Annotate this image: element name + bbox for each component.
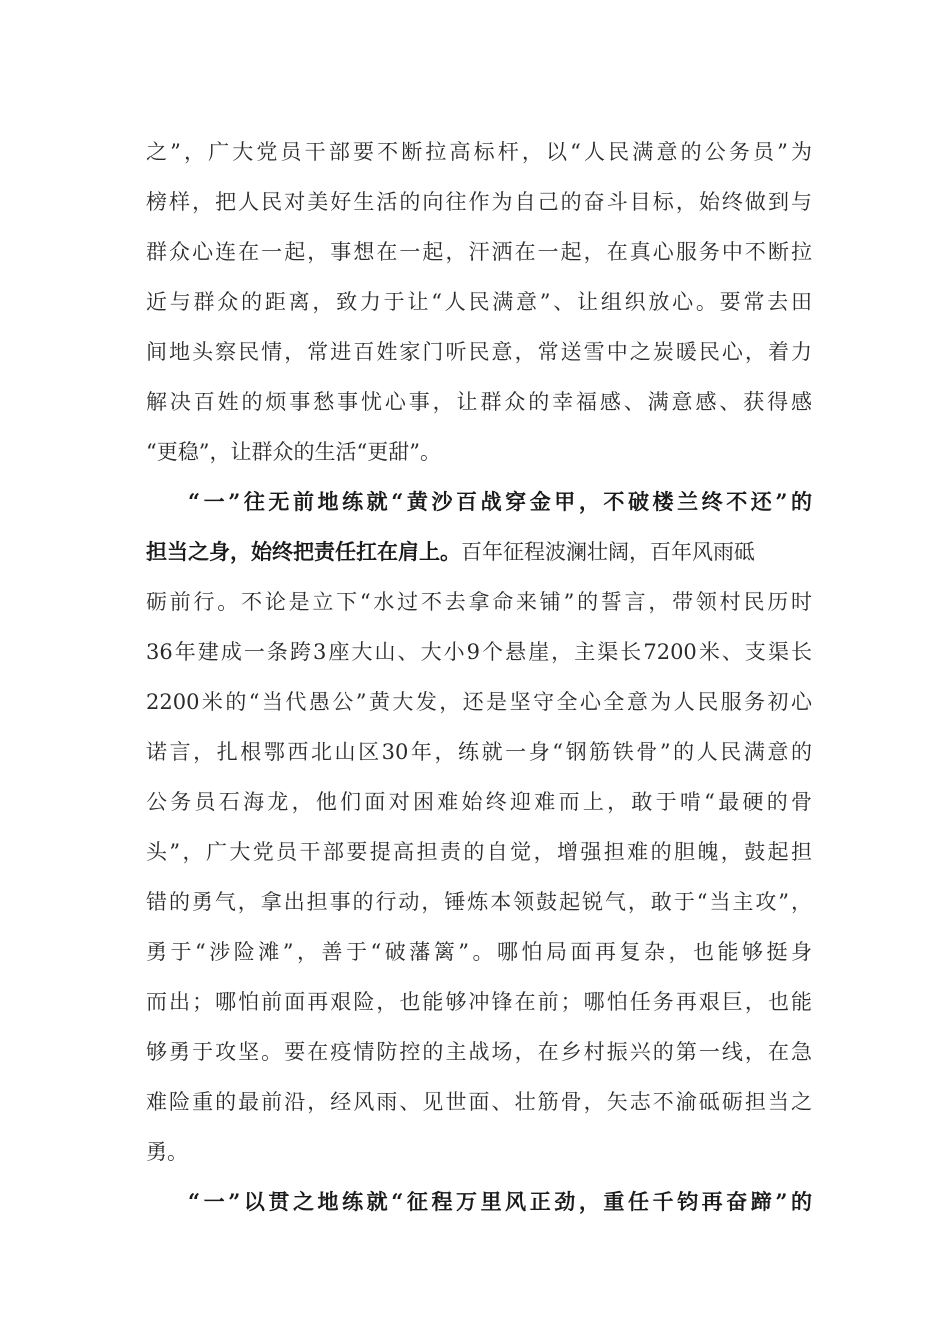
paragraph-line: 公务员石海龙，他们面对困难始终迎难而上，敢于啃“最硬的骨 (146, 790, 812, 814)
paragraph-line: 头”，广大党员干部要提高担责的自觉，增强担难的胆魄，鼓起担 (146, 840, 812, 864)
paragraph-text: 百年征程波澜壮阔，百年风雨砥 (461, 540, 755, 564)
paragraph-line: 榜样，把人民对美好生活的向往作为自己的奋斗目标，始终做到与 (146, 190, 812, 214)
paragraph-line: 而出；哪怕前面再艰险，也能够冲锋在前；哪怕任务再艰巨，也能 (146, 990, 812, 1014)
paragraph-line: 勇。 (146, 1140, 188, 1164)
section-heading-tail: 担当之身，始终把责任扛在肩上。 (146, 539, 461, 564)
section-heading-line: “一”以贯之地练就“征程万里风正劲，重任千钧再奋蹄”的 (188, 1189, 812, 1214)
paragraph-line: 之”，广大党员干部要不断拉高标杆，以“人民满意的公务员”为 (146, 140, 812, 164)
paragraph-line: 砺前行。不论是立下“水过不去拿命来铺”的誓言，带领村民历时 (146, 590, 812, 614)
paragraph-line: 间地头察民情，常进百姓家门听民意，常送雪中之炭暖民心，着力 (146, 340, 812, 364)
paragraph-line: 解决百姓的烦事愁事忧心事，让群众的幸福感、满意感、获得感 (146, 390, 812, 414)
paragraph-line: 近与群众的距离，致力于让“人民满意”、让组织放心。要常去田 (146, 290, 812, 314)
paragraph-line: “更稳”，让群众的生活“更甜”。 (146, 440, 441, 464)
paragraph-line: 错的勇气，拿出担事的行动，锤炼本领鼓起锐气，敢于“当主攻”， (146, 890, 812, 914)
paragraph-line: 群众心连在一起，事想在一起，汗洒在一起，在真心服务中不断拉 (146, 240, 812, 264)
paragraph-line: 够勇于攻坚。要在疫情防控的主战场，在乡村振兴的第一线，在急 (146, 1040, 812, 1064)
paragraph-line: 36年建成一条跨3座大山、大小9个悬崖，主渠长7200米、支渠长 (146, 640, 812, 664)
paragraph-line: 勇于“涉险滩”，善于“破藩篱”。哪怕局面再复杂，也能够挺身 (146, 940, 812, 964)
paragraph-line: 难险重的最前沿，经风雨、见世面、壮筋骨，矢志不渝砥砺担当之 (146, 1090, 812, 1114)
section-heading-line: “一”往无前地练就“黄沙百战穿金甲，不破楼兰终不还”的 (188, 489, 812, 514)
mixed-line (146, 528, 812, 576)
paragraph-line: 诺言，扎根鄂西北山区30年，练就一身“钢筋铁骨”的人民满意的 (146, 740, 812, 764)
paragraph-line: 2200米的“当代愚公”黄大发，还是坚守全心全意为人民服务初心 (146, 690, 812, 714)
